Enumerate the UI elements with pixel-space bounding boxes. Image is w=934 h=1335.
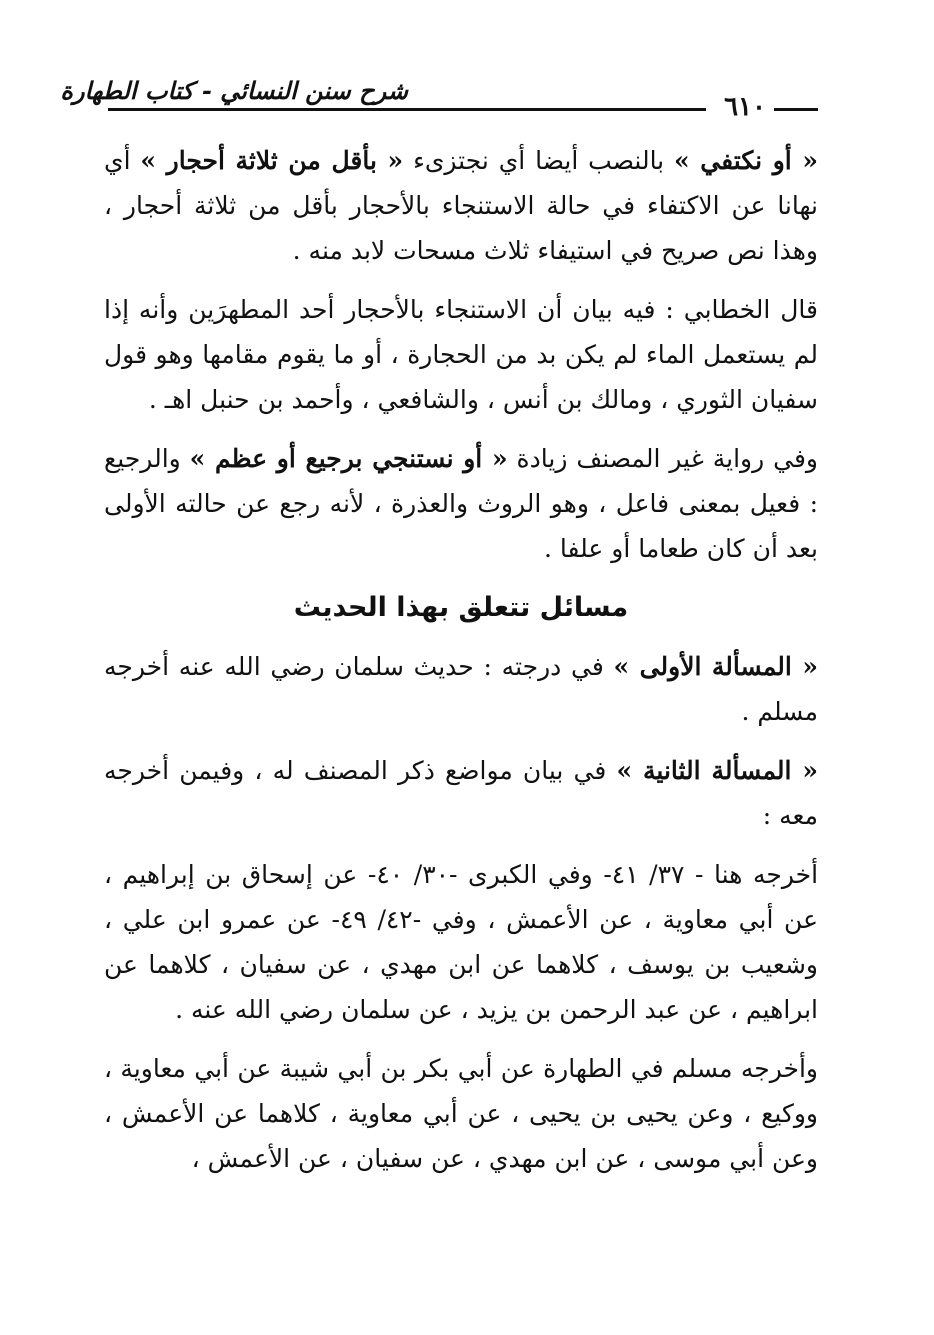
issue-2 [104, 748, 818, 838]
header-rule-short [774, 108, 818, 111]
paragraph-4: أخرجه هنا - ٣٧/ ٤١- وفي الكبرى -٣٠/ ٤٠- عن إسحاق بن إبراهيم ، عن أبي معاوية ، عن الأعمش ، وفي -٤٢/ ٤٩- عن عمرو ابن علي ، وشعيب بن يوسف ، كلاهما عن ابن مهدي ، عن سفيان ، كلاهما عن ابراهيم ، عن عبد الرحمن بن يزيد ، عن سلمان رضي الله عنه . [104, 860, 819, 1024]
quoted-phrase: « أو نستنجي برجيع أو عظم » [189, 444, 508, 473]
issue-1 [104, 644, 818, 734]
paragraph-5: وأخرجه مسلم في الطهارة عن أبي بكر بن أبي شيبة عن أبي معاوية ، ووكيع ، وعن يحيى بن يحيى ، عن أبي معاوية ، كلاهما عن الأعمش ، وعن أبي موسى ، عن ابن مهدي ، عن سفيان ، عن الأعمش ، [104, 1054, 818, 1173]
paragraph-1 [104, 138, 818, 273]
header-rule [108, 108, 706, 111]
issue-label: « المسألة الثانية » [616, 756, 818, 785]
section-heading: مسائل تتعلق بهذا الحديث [293, 592, 629, 623]
page-header [60, 70, 818, 122]
running-title: شرح سنن النسائي - كتاب الطهارة [60, 76, 408, 105]
issue-text: في بيان مواضع ذكر المصنف له ، وفيمن أخرجه معه : [104, 756, 818, 830]
quoted-phrase: « أو نكتفي » [674, 146, 819, 175]
paragraph-2: قال الخطابي : فيه بيان أن الاستنجاء بالأحجار أحد المطهرَين وأنه إذا لم يستعمل الماء لم يكن بد من الحجارة ، أو ما يقوم مقامها وهو قول سفيان الثوري ، ومالك بن أنس ، والشافعي ، وأحمد بن حنبل اهـ . [104, 295, 818, 414]
page-number: ٦١٠ [724, 92, 766, 122]
paragraph-text: أي نهانا عن الاكتفاء في حالة الاستنجاء بالأحجار بأقل من ثلاثة أحجار ، وهذا نص صريح في استيفاء ثلاث مسحات لابد منه . [104, 146, 818, 265]
paragraph-text: والرجيع : فعيل بمعنى فاعل ، وهو الروث والعذرة ، لأنه رجع عن حالته الأولى بعد أن كان طعاما أو علفا . [104, 444, 818, 563]
paragraph-text: وفي رواية غير المصنف زيادة [507, 444, 818, 473]
paragraph-3 [104, 436, 818, 571]
paragraph-text: بالنصب أيضا أي نجتزىء [403, 146, 675, 175]
main-text [104, 138, 818, 1195]
issue-label: « المسألة الأولى » [613, 652, 818, 681]
issue-text: في درجته : حديث سلمان رضي الله عنه أخرجه مسلم . [104, 652, 818, 726]
quoted-phrase: « بأقل من ثلاثة أحجار » [140, 146, 404, 175]
